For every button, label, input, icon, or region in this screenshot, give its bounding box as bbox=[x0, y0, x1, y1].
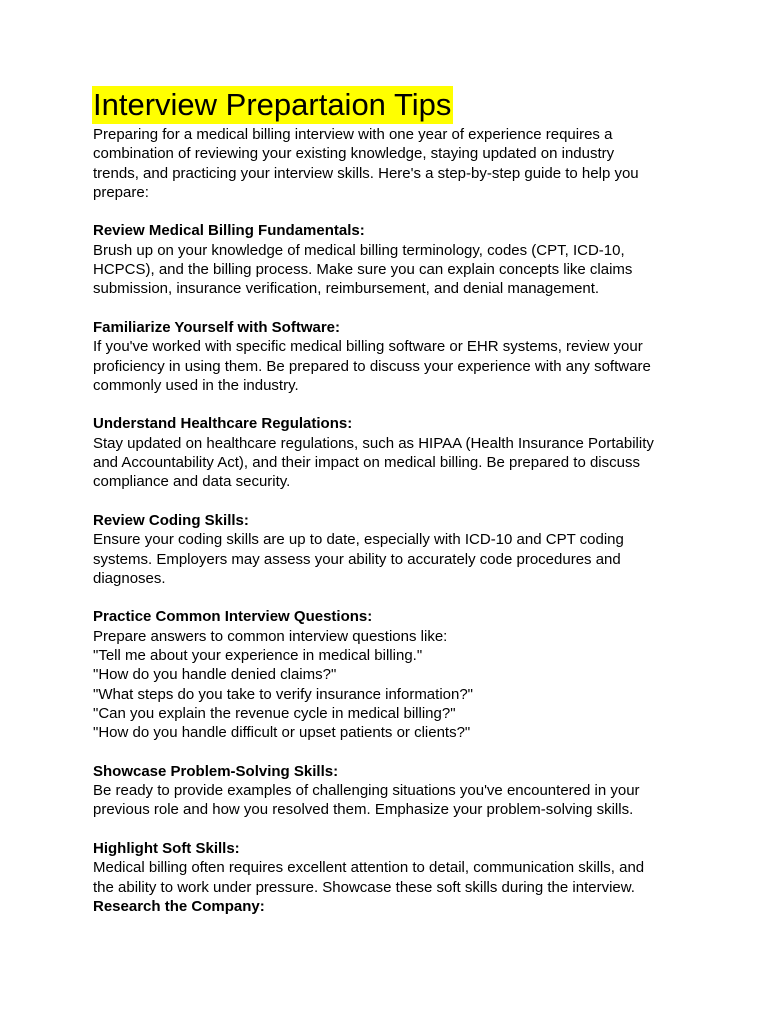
section-line: Ensure your coding skills are up to date, especially with ICD-10 and CPT coding bbox=[93, 531, 624, 549]
intro-line: combination of reviewing your existing knowledge, staying updated on industry bbox=[93, 145, 615, 163]
section-research-company bbox=[93, 897, 693, 916]
section-review-fundamentals bbox=[93, 221, 693, 298]
section-heading: Showcase Problem-Solving Skills: bbox=[93, 762, 339, 780]
section-familiarize-software bbox=[93, 318, 693, 395]
section-interview-questions bbox=[93, 607, 693, 742]
section-line: Brush up on your knowledge of medical billing terminology, codes (CPT, ICD-10, bbox=[93, 241, 625, 259]
section-line: HCPCS), and the billing process. Make sure you can explain concepts like claims bbox=[93, 261, 633, 279]
section-line: and Accountability Act), and their impact on medical billing. Be prepared to discuss bbox=[93, 454, 640, 472]
question-line: "Can you explain the revenue cycle in medical billing?" bbox=[93, 704, 456, 722]
section-soft-skills bbox=[93, 839, 693, 897]
section-heading: Understand Healthcare Regulations: bbox=[93, 415, 353, 433]
question-line: "Tell me about your experience in medical billing." bbox=[93, 647, 423, 665]
section-heading: Practice Common Interview Questions: bbox=[93, 608, 373, 626]
section-line: Prepare answers to common interview questions like: bbox=[93, 627, 448, 645]
section-line: If you've worked with specific medical billing software or EHR systems, review your bbox=[93, 338, 643, 356]
section-line: previous role and how you resolved them. Emphasize your problem-solving skills. bbox=[93, 801, 634, 819]
section-heading: Review Medical Billing Fundamentals: bbox=[93, 222, 365, 240]
section-heading: Review Coding Skills: bbox=[93, 511, 249, 529]
section-line: commonly used in the industry. bbox=[93, 376, 299, 394]
section-line: compliance and data security. bbox=[93, 473, 291, 491]
section-line: the ability to work under pressure. Showcase these soft skills during the interview. bbox=[93, 878, 635, 896]
question-line: "What steps do you take to verify insurance information?" bbox=[93, 685, 474, 703]
section-line: systems. Employers may assess your ability to accurately code procedures and bbox=[93, 550, 621, 568]
intro-paragraph bbox=[93, 125, 693, 202]
question-line: "How do you handle difficult or upset patients or clients?" bbox=[93, 724, 471, 742]
intro-line: trends, and practicing your interview skills. Here's a step-by-step guide to help you bbox=[93, 164, 639, 182]
section-line: Be ready to provide examples of challenging situations you've encountered in your bbox=[93, 782, 640, 800]
section-line: diagnoses. bbox=[93, 569, 166, 587]
section-heading: Highlight Soft Skills: bbox=[93, 839, 240, 857]
intro-line: Preparing for a medical billing interview with one year of experience requires a bbox=[93, 126, 613, 143]
section-heading: Research the Company: bbox=[93, 897, 265, 915]
section-line: proficiency in using them. Be prepared to discuss your experience with any software bbox=[93, 357, 651, 375]
section-line: submission, insurance verification, reimbursement, and denial management. bbox=[93, 280, 600, 298]
section-heading: Familiarize Yourself with Software: bbox=[93, 318, 341, 336]
section-healthcare-regulations bbox=[93, 414, 693, 491]
section-line: Stay updated on healthcare regulations, such as HIPAA (Health Insurance Portability bbox=[93, 434, 654, 452]
page-title: Interview Prepartaion Tips bbox=[93, 87, 452, 122]
section-coding-skills bbox=[93, 511, 693, 588]
intro-line: prepare: bbox=[93, 183, 149, 201]
question-line: "How do you handle denied claims?" bbox=[93, 666, 337, 684]
section-problem-solving bbox=[93, 762, 693, 820]
section-line: Medical billing often requires excellent attention to detail, communication skills, and bbox=[93, 859, 645, 877]
